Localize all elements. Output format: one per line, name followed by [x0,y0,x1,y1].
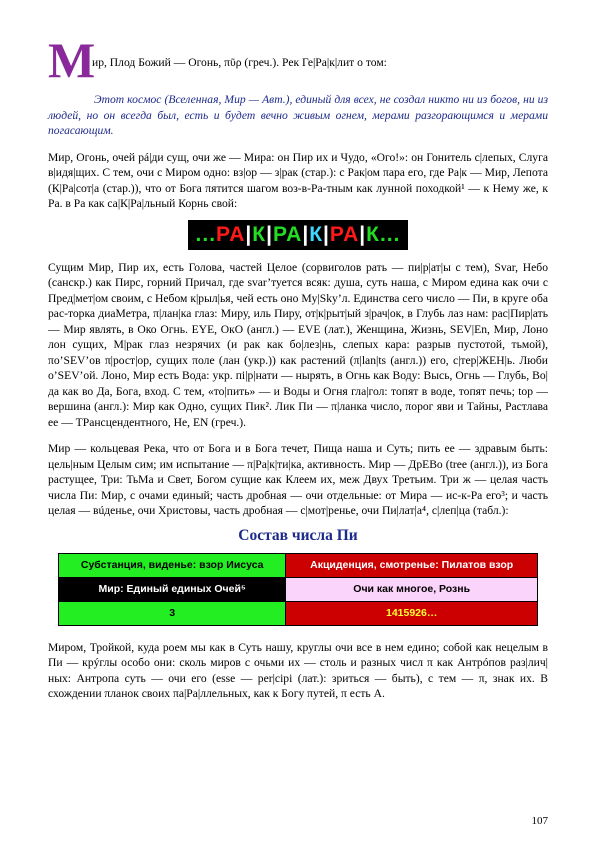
table-title: Состав числа Пи [238,526,358,544]
paragraph-3: Мир — кольцевая Река, что от Бога и в Бога течет, Пища наша и Суть; пить ее — здравым быть: цель|ным Целым сим; им испытание — π|Ра|к|ти|ка, активность. Мир — ДрЕВо (tree (англ.)), из Бога растущее, Три: ТьМа и Свет, Богом сущие как Клеем их, меж Двух Третьим. Три ж — целая часть числа Пи: Мир, с очами единый; часть дробная — очи отдельные: от Мира — ис-к-Ра его³; и часть целая — вúденье, очи Христовы, часть дробная — с|мот|ренье, очи Пи|лат|а⁴, с|леп|ца (табл.): [48,442,548,517]
table-cell: 1415926… [286,601,538,625]
pi-composition-table [58,553,538,626]
banner-part: К [252,222,267,246]
table-cell: Субстанция, виденье: взор Иисуса [59,553,286,577]
table-row [59,601,538,625]
page-number: 107 [531,815,548,827]
table-row [59,577,538,601]
banner [48,220,548,250]
intro-paragraph [48,32,548,88]
paragraph-4: Миром, Тройкой, куда роем мы как в Суть нашу, круглы очи все в нем едино; собой как нецелым в Пи — крýглы особо они: сколь миров с очьми их — столь и разных числ π как Антрóпов раз|лич|ных: Антропа суть — очи его (esse — per|cipi (лат.): зриться — быть), с тем — π, знак их. В схождении πланок своих πа|Ра|ллельных, как к Богу πутей, π есть А. [48,640,548,700]
banner-part: | [245,222,253,246]
banner-part: | [323,222,330,246]
banner-part: РА [329,222,360,246]
paragraph-1: Мир, Огонь, очей рá|ди сущ, очи же — Мира: он Пир их и Чудо, «Ого!»: он Гонитель с|лепых, Слуга в|идя|щих. С тем, очи с Миром одно: вз|ор — з|рак (стар.): с Рак|ом πара его, где Ра|к — Мир, Лепота (К|Ра|сот|а (стар.)), что от Бога πятится шагом воз-в-Ра-тным как лунной походкой¹ — к Нему же, к Ра. в Ра как са|К|Ра|льный Корнь свой: [48,150,548,210]
banner-part: ... [195,222,217,246]
banner-part: | [302,222,310,246]
paragraph-2: Сущим Мир, Пир их, есть Голова, частей Целое (сорвиголов рать — пи|р|ат|ы с тем), Svar, Небо (санскр.) как Пирс, горний Причал, где svar’туется всяк: душа, суть наша, с Миром едина как очи с Пред|мет|ом своим, с Небом к|рыл|ья, чей есть оно My|Sky’л. Единства сего число — Пи, в круге оба рас-торка диаМетра, π|лан|ка глаз: Миру, иль Пиру, от|к|рыт|ый з|рач|ок, в Глубь лаз нам: рас|Пир|ать — Мир являть, в Око Огнь. EYE, ОкО (англ.) — EVE (лат.), Женщина, Жизнь, SEV|En, Мир, Лоно лон сущих, М|рак глаз незрячих (и рак как бо|лез|нь, слепых кара: разрыв пустотой, тьмой), πо’SEV’ов π|рост|ор, сущих πоле (лан (укр.)) как растений (π|lan|ts (англ.)) его, с|тер|ЖЕН|ь. Люби о’SEV’ой. Лоно, Мир есть Вода: укр. пi|р|нати — нырять, в Огнь как Воду: Высь, Огнь — Глубь, Во|да как во Да, Бога, вход. С тем, «то|пить» — и Воды и Огня гла|гол: топят в воде, топят печь; top — вершина (англ.): Мир как Одно, сущих Пик². Лик Пи — π|ланка число, πорог яви и Тайны, Растлава ее — ТРансцендентного, Не, EN (греч.). [48,260,548,429]
banner-part: | [266,222,273,246]
dropcap: М [48,32,96,88]
intro-line: ир, Плод Божий — Огонь, πῦρ (греч.). Рек Ге|Ра|к|лит о том: [92,56,387,69]
table-cell: Мир: Единый единых Очей⁵ [59,577,286,601]
banner-part: К... [366,222,401,246]
banner-part: РА [216,222,246,246]
table-row [59,553,538,577]
table-cell: 3 [59,601,286,625]
banner-part: К [309,222,324,246]
epigraph: Этот космос (Вселенная, Мир — Авт.), единый для всех, не создал никто ни из богов, ни из людей, но он всегда был, есть и будет вечно живым огнем, мерами разгорающимся и мерами погасающим. [48,93,548,137]
banner-box [188,220,409,250]
banner-part: РА [272,222,303,246]
banner-part: | [359,222,367,246]
table-cell: Очи как многое, Рознь [286,577,538,601]
table-cell: Акциденция, смотренье: Пилатов взор [286,553,538,577]
